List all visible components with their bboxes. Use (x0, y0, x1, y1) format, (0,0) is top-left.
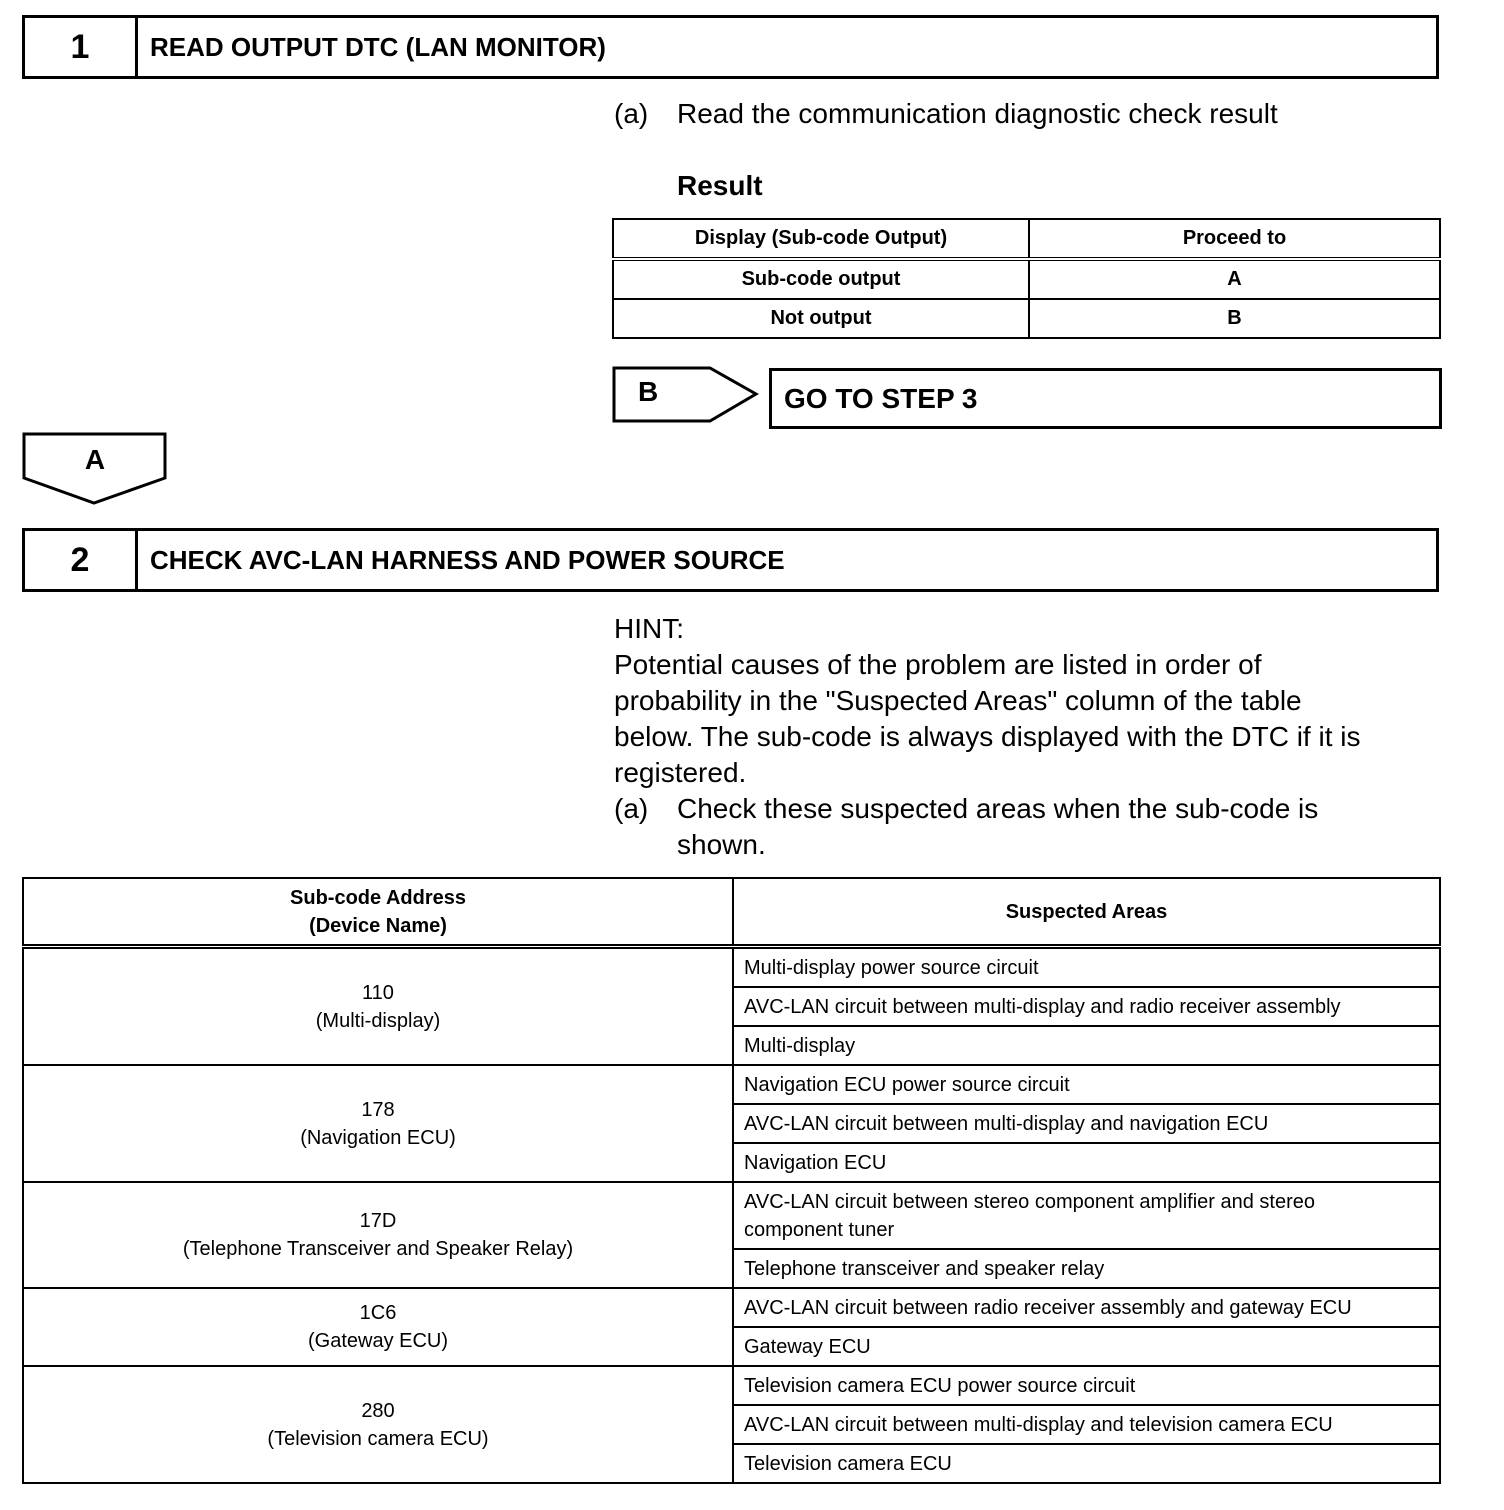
result-cell: B (1029, 299, 1440, 338)
address-cell (23, 1065, 733, 1182)
suspected-areas-table (22, 877, 1441, 1484)
suspected-area: AVC-LAN circuit between multi-display and television camera ECU (733, 1405, 1440, 1444)
branch-b-label: B (638, 376, 659, 407)
step-title: CHECK AVC-LAN HARNESS AND POWER SOURCE (150, 544, 785, 575)
hint-step-line: shown. (677, 829, 766, 860)
sub-code: 110 (362, 981, 394, 1004)
instruction-text: Read the communication diagnostic check result (677, 98, 1278, 129)
device-name: (Multi-display) (315, 1009, 441, 1032)
address-cell (23, 1366, 733, 1483)
step-number: 2 (25, 531, 138, 589)
suspected-area: Multi-display (733, 1026, 1440, 1065)
result-title: Result (677, 170, 763, 201)
suspected-area: Television camera ECU power source circuit (733, 1366, 1440, 1405)
suspected-area: AVC-LAN circuit between radio receiver assembly and gateway ECU (733, 1288, 1440, 1327)
table-row (23, 947, 1440, 988)
hint-line: Potential causes of the problem are listed in order of (614, 649, 1262, 680)
instruction-marker: (a) (614, 98, 649, 129)
device-name: (Television camera ECU) (267, 1427, 489, 1450)
suspected-area: Gateway ECU (733, 1327, 1440, 1366)
address-cell (23, 1182, 733, 1288)
table-row (613, 299, 1440, 338)
sub-code: 178 (361, 1098, 395, 1121)
result-header-proceed: Proceed to (1029, 219, 1440, 259)
hint-label: HINT: (614, 613, 684, 644)
step-number: 1 (25, 18, 138, 76)
suspected-area: AVC-LAN circuit between multi-display and navigation ECU (733, 1104, 1440, 1143)
table-row (613, 259, 1440, 299)
branch-a-arrow (22, 432, 168, 506)
table-row (23, 1065, 1440, 1104)
suspected-area: Multi-display power source circuit (733, 947, 1440, 988)
result-cell: A (1029, 259, 1440, 299)
sub-code: 280 (361, 1399, 395, 1422)
branch-b-arrow (612, 366, 760, 424)
address-cell (23, 947, 733, 1066)
step-title: READ OUTPUT DTC (LAN MONITOR) (150, 31, 606, 62)
suspected-area: AVC-LAN circuit between stereo component amplifier and stereo component tuner (733, 1182, 1440, 1249)
result-table (612, 218, 1441, 339)
device-name: (Navigation ECU) (300, 1126, 456, 1149)
address-header-line: Sub-code Address (290, 886, 466, 909)
table-row (23, 1366, 1440, 1405)
sub-code: 17D (359, 1210, 397, 1232)
hint-line: below. The sub-code is always displayed with the DTC if it is (614, 721, 1361, 752)
go-to-step-3-box: GO TO STEP 3 (769, 368, 1442, 429)
address-cell (23, 1288, 733, 1366)
areas-header: Suspected Areas (733, 878, 1440, 947)
hint-line: probability in the "Suspected Areas" column of the table (614, 685, 1302, 716)
result-cell: Sub-code output (613, 259, 1029, 299)
table-row (23, 1288, 1440, 1327)
hint-line: registered. (614, 757, 747, 788)
branch-a-label: A (84, 444, 106, 475)
result-header-display: Display (Sub-code Output) (613, 219, 1029, 259)
suspected-area: Navigation ECU power source circuit (733, 1065, 1440, 1104)
suspected-area: AVC-LAN circuit between multi-display and radio receiver assembly (733, 987, 1440, 1026)
suspected-area: Navigation ECU (733, 1143, 1440, 1182)
step-2-header (22, 528, 1439, 592)
suspected-area: Telephone transceiver and speaker relay (733, 1249, 1440, 1288)
table-row (23, 1182, 1440, 1249)
hint-step-line: Check these suspected areas when the sub-code is (677, 793, 1319, 824)
device-name: (Telephone Transceiver and Speaker Relay) (182, 1238, 574, 1260)
sub-code: 1C6 (359, 1302, 397, 1324)
address-header-line: (Device Name) (309, 914, 447, 937)
result-cell: Not output (613, 299, 1029, 338)
step-1-header (22, 15, 1439, 79)
device-name: (Gateway ECU) (307, 1330, 449, 1352)
address-header (23, 878, 733, 947)
hint-step-marker: (a) (614, 793, 649, 824)
suspected-area: Television camera ECU (733, 1444, 1440, 1483)
